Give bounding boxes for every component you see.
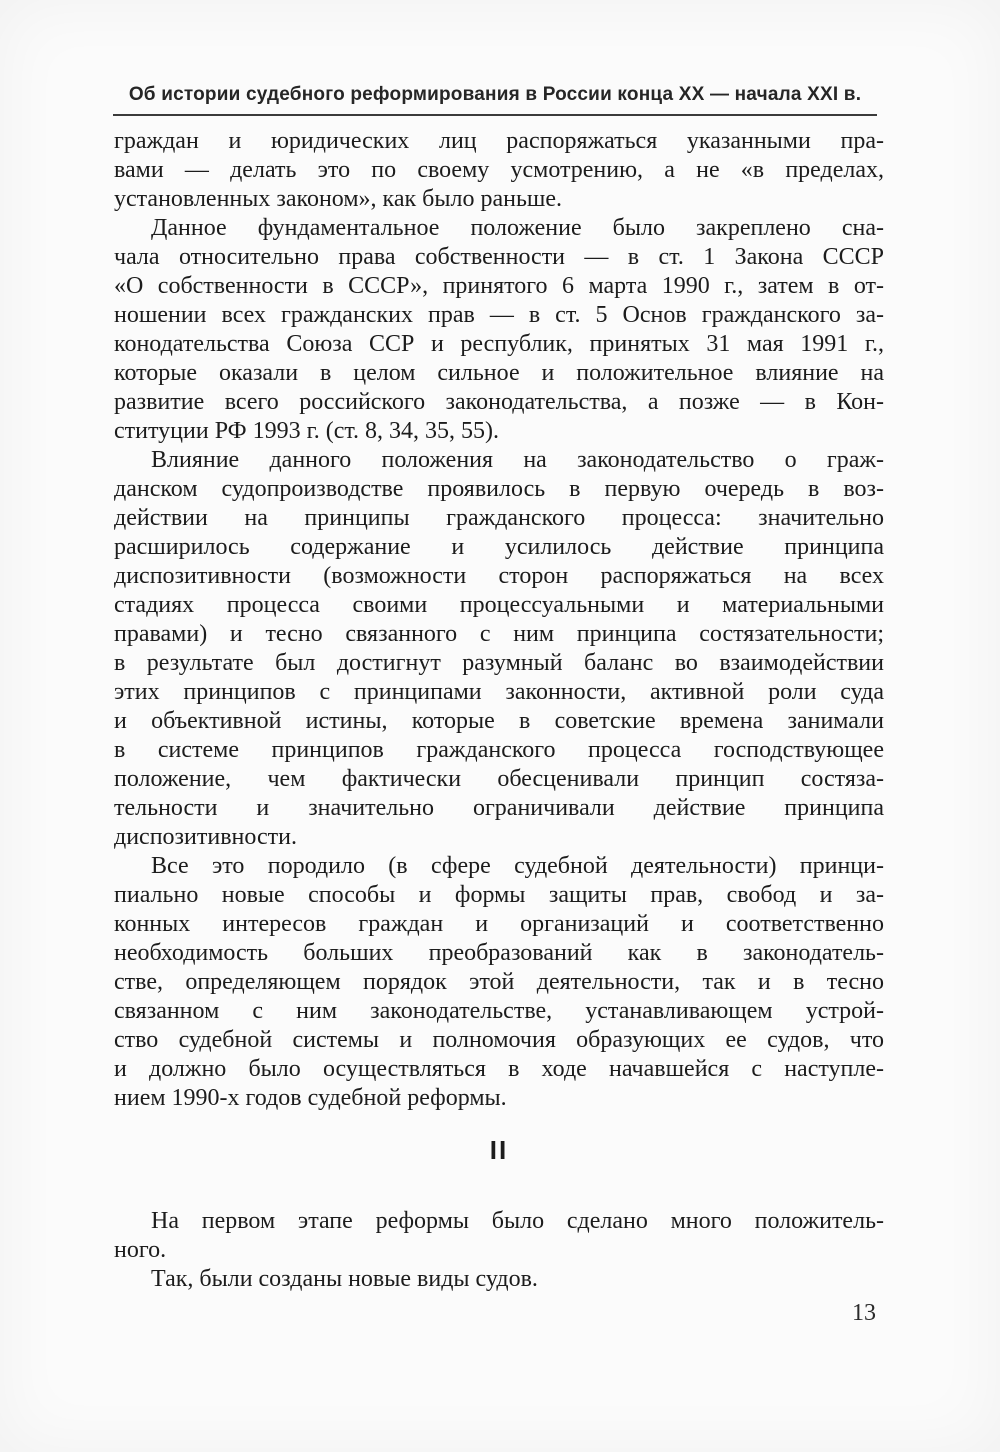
text-line: которые оказали в целом сильное и положительное влияние на [114,360,884,386]
paragraph [114,1207,884,1265]
text-line: ституции РФ 1993 г. (ст. 8, 34, 35, 55). [114,418,500,444]
text-line: вами — делать это по своему усмотрению, а не «в пределах, [114,157,884,183]
text-line: нием 1990-х годов судебной реформы. [114,1085,507,1111]
text-line: и должно было осуществляться в ходе начавшейся с наступле- [114,1056,884,1082]
text-line: стадиях процесса своими процессуальными и материальными [114,592,884,618]
text-line: и объективной истины, которые в советские времена занимали [114,708,884,734]
paragraph [114,1265,884,1294]
text-line: необходимость больших преобразований как в законодатель- [114,940,884,966]
page-number: 13 [852,1300,876,1326]
text-line: ство судебной системы и полномочия образующих ее судов, что [114,1027,884,1053]
text-line: диспозитивности (возможности сторон распоряжаться на всех [114,563,884,589]
text-line: установленных законом», как было раньше. [114,186,563,212]
paragraph [114,446,884,852]
text-line: ношении всех гражданских прав — в ст. 5 Основ гражданского за- [114,302,884,328]
paragraphs-after-section [114,1207,884,1294]
text-line: На первом этапе реформы было сделано много положитель- [151,1208,884,1234]
paragraphs-before-section [114,127,884,1113]
running-header: Об истории судебного реформирования в России конца XX — начала XXI в. [113,84,877,116]
text-line: этих принципов с принципами законности, активной роли суда [114,679,884,705]
text-line: правами) и тесно связанного с ним принципа состязательности; [114,621,884,647]
text-line: в системе принципов гражданского процесса господствующее [114,737,884,763]
paragraph [114,127,884,214]
text-line: чала относительно права собственности — в ст. 1 Закона СССР [114,244,884,270]
text-line: Данное фундаментальное положение было закреплено сна- [151,215,884,241]
text-line: расширилось содержание и усилилось действие принципа [114,534,884,560]
text-line: развитие всего российского законодательства, а позже — в Кон- [114,389,884,415]
text-line: пиально новые способы и формы защиты прав, свобод и за- [114,882,884,908]
paragraph [114,852,884,1113]
text-line: данском судопроизводстве проявилось в первую очередь в воз- [114,476,884,502]
text-line: Так, были созданы новые виды судов. [151,1266,538,1292]
text-line: конодательства Союза ССР и республик, принятых 31 мая 1991 г., [114,331,884,357]
page-body [114,127,884,1294]
section-heading: II [489,1135,509,1165]
text-line: в результате был достигнут разумный баланс во взаимодействии [114,650,884,676]
text-line: положение, чем фактически обесценивали принцип состяза- [114,766,884,792]
text-line: граждан и юридических лиц распоряжаться указанными пра- [114,128,884,154]
text-line: «О собственности в СССР», принятого 6 марта 1990 г., затем в от- [114,273,884,299]
text-line: Влияние данного положения на законодательство о граж- [151,447,884,473]
text-line: диспозитивности. [114,824,297,850]
text-line: ного. [114,1237,167,1263]
text-line: конных интересов граждан и организаций и соответственно [114,911,884,937]
text-line: связанном с ним законодательстве, устанавливающем устрой- [114,998,884,1024]
text-line: тельности и значительно ограничивали действие принципа [114,795,884,821]
text-line: действии на принципы гражданского процесса: значительно [114,505,884,531]
text-line: стве, определяющем порядок этой деятельности, так и в тесно [114,969,884,995]
text-line: Все это породило (в сфере судебной деятельности) принци- [151,853,884,879]
paragraph [114,214,884,446]
